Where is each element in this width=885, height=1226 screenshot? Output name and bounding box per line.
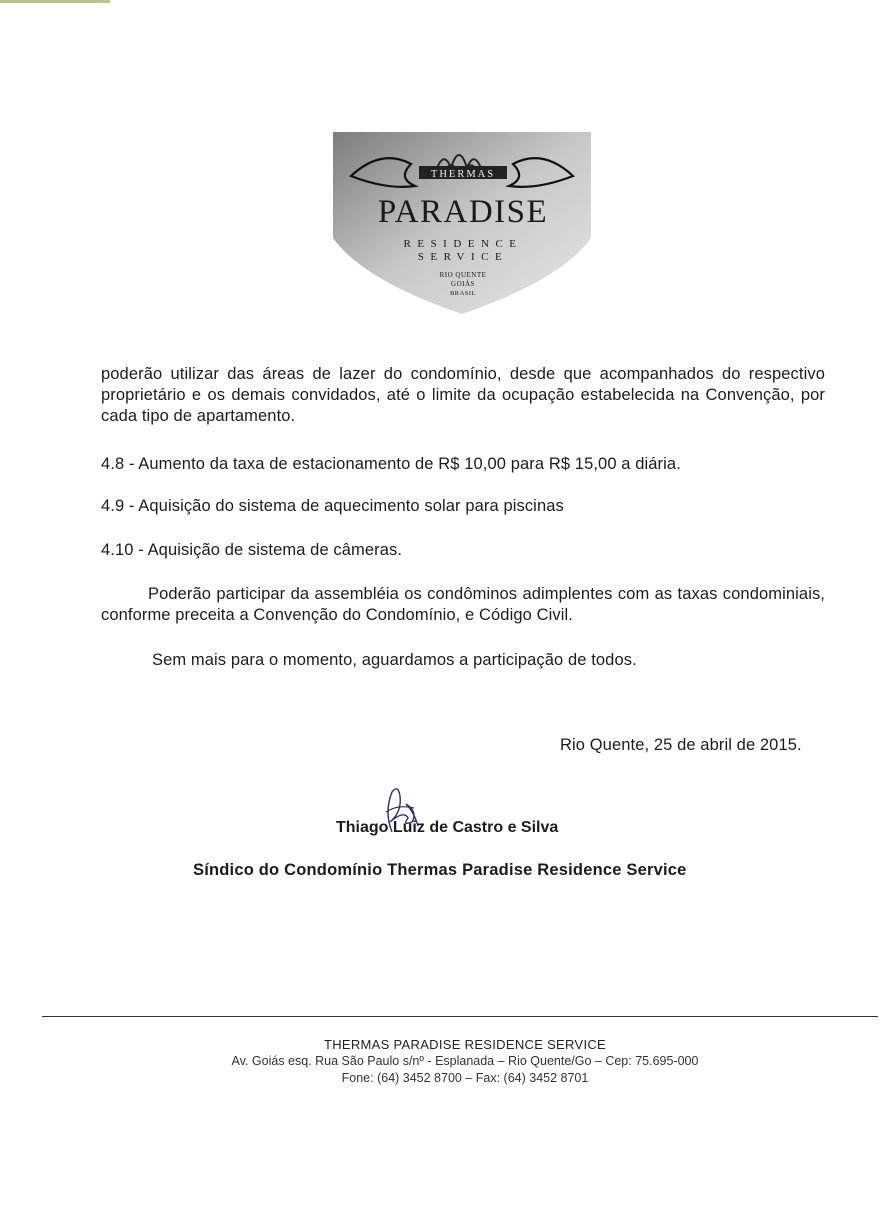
company-logo	[331, 130, 593, 314]
footer-phone: Fone: (64) 3452 8700 – Fax: (64) 3452 8701	[341, 1071, 589, 1085]
logo-loc1-text: RIO QUENTE	[439, 271, 487, 279]
footer-company: THERMAS PARADISE RESIDENCE SERVICE	[323, 1037, 607, 1052]
logo-shield-graphic	[331, 130, 593, 314]
document-date: Rio Quente, 25 de abril de 2015.	[560, 736, 802, 754]
paragraph-assembleia-text: Poderão participar da assembléia os condôminos adimplentes com as taxas condominiais, conforme preceita a Convenção do Condomínio, e Código Civil.	[101, 585, 825, 624]
paragraph-closing: Sem mais para o momento, aguardamos a participação de todos.	[152, 651, 637, 669]
footer-divider	[42, 1016, 878, 1017]
paragraph-assembleia	[101, 584, 825, 626]
logo-loc2-text: GOIÁS	[451, 280, 475, 288]
paragraph-lazer: poderão utilizar das áreas de lazer do condomínio, desde que acompanhados do respectivo proprietário e os demais convidados, até o limite da ocupação estabelecida na Convenção, por cada tipo de apartamento.	[101, 365, 825, 425]
logo-paradise-text: PARADISE	[377, 194, 549, 230]
item-4-9: 4.9 - Aquisição do sistema de aquecimento solar para piscinas	[101, 497, 564, 515]
item-4-8: 4.8 - Aumento da taxa de estacionamento de R$ 10,00 para R$ 15,00 a diária.	[101, 455, 681, 473]
logo-residence-text: RESIDENCE	[403, 238, 523, 250]
signatory-name: Thiago Luiz de Castro e Silva	[336, 819, 559, 836]
signatory-role: Síndico do Condomínio Thermas Paradise Residence Service	[193, 861, 687, 879]
logo-loc3-text: BRASIL	[449, 290, 477, 297]
footer-address: Av. Goiás esq. Rua São Paulo s/nº - Esplanada – Rio Quente/Go – Cep: 75.695-000	[231, 1054, 699, 1068]
item-4-10: 4.10 - Aquisição de sistema de câmeras.	[101, 541, 403, 559]
scan-edge-mark	[0, 0, 110, 3]
logo-service-text: SERVICE	[417, 251, 509, 263]
logo-thermas-text: THERMAS	[430, 169, 496, 180]
